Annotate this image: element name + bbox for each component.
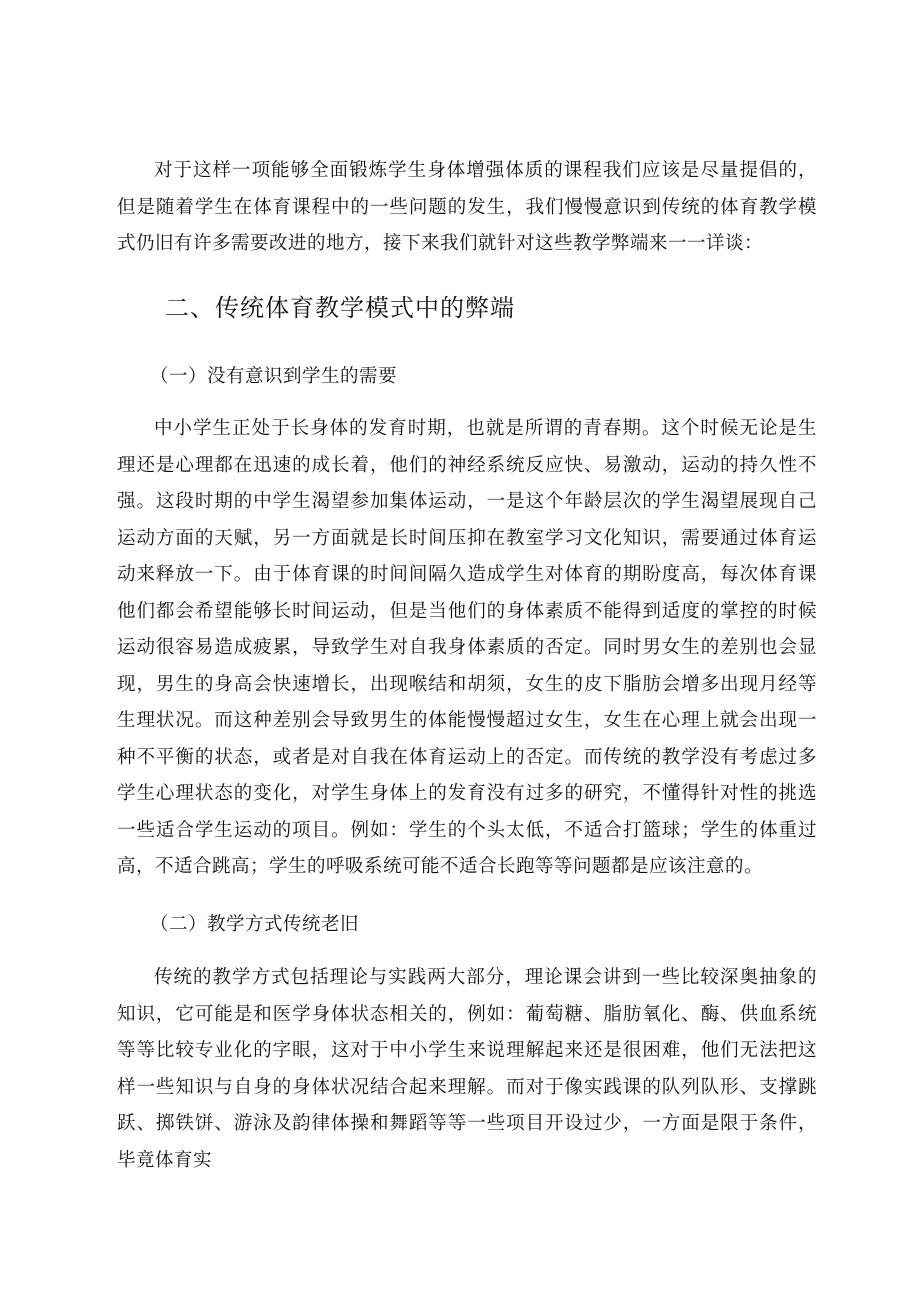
subsection-body-2: 传统的教学方式包括理论与实践两大部分，理论课会讲到一些比较深奥抽象的知识，它可能是和医学身体状态相关的，例如：葡萄糖、脂肪氧化、酶、供血系统等等比较专业化的字眼，这对于中小学生来说理解起来还是很困难，他们无法把这样一些知识与自身的身体状况结合起来理解。而对于像实践课的队列队形、支撑跳跃、掷铁饼、游泳及韵律体操和舞蹈等等一些项目开设过少，一方面是限于条件，毕竟体育实 (117, 967, 817, 1171)
subsection-body-1: 中小学生正处于长身体的发育时期，也就是所谓的青春期。这个时候无论是生理还是心理都在迅速的成长着，他们的神经系统反应快、易激动，运动的持久性不强。这段时期的中学生渴望参加集体运动，一是这个年龄层次的学生渴望展现自己运动方面的天赋，另一方面就是长时间压抑在教室学习文化知识，需要通过体育运动来释放一下。由于体育课的时间间隔久造成学生对体育的期盼度高，每次体育课他们都会希望能够长时间运动，但是当他们的身体素质不能得到适度的掌控的时候运动很容易造成疲累，导致学生对自我身体素质的否定。同时男女生的差别也会显现，男生的身高会快速增长，出现喉结和胡须，女生的皮下脂肪会增多出现月经等生理状况。而这种差别会导致男生的体能慢慢超过女生，女生在心理上就会出现一种不平衡的状态，或者是对自我在体育运动上的否定。而传统的教学没有考虑过多学生心理状态的变化，对学生身体上的发育没有过多的研究，不懂得针对性的挑选一些适合学生运动的项目。例如：学生的个头太低，不适合打篮球；学生的体重过高，不适合跳高；学生的呼吸系统可能不适合长跑等等问题都是应该注意的。 (117, 418, 817, 877)
section-heading: 二、传统体育教学模式中的弊端 (165, 294, 515, 322)
subsection-title-1: （一）没有意识到学生的需要 (150, 366, 398, 387)
intro-paragraph: 对于这样一项能够全面锻炼学生身体增强体质的课程我们应该是尽量提倡的，但是随着学生在体育课程中的一些问题的发生，我们慢慢意识到传统的体育教学模式仍旧有许多需要改进的地方，接下来我们就针对这些教学弊端来一一详谈： (117, 160, 817, 254)
subsection-title-2: （二）教学方式传统老旧 (150, 914, 360, 935)
